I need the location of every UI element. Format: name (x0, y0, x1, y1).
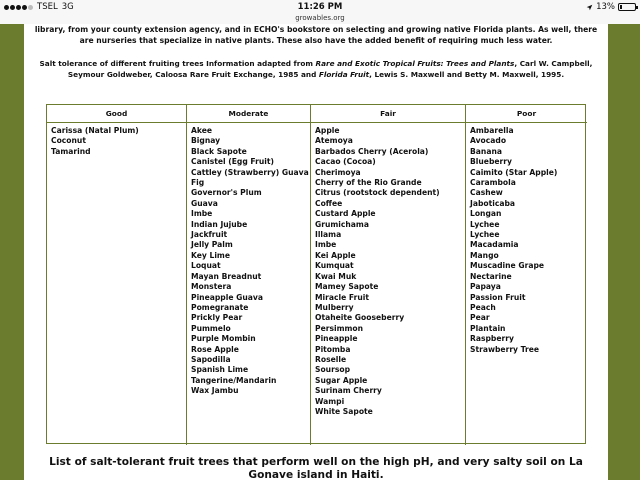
list-item: Akee (191, 126, 213, 135)
list-item: Tangerine/Mandarin (191, 375, 277, 385)
list-item: Imbe (191, 209, 213, 219)
column-moderate (187, 105, 311, 445)
column-header-moderate: Moderate (187, 105, 310, 123)
carrier-label: TSEL (37, 2, 58, 12)
list-item: Governor's Plum (191, 188, 262, 198)
battery-icon (618, 3, 636, 11)
list-item: Carambola (470, 178, 516, 188)
list-item: Mango (470, 250, 499, 260)
list-item: Jackfruit (191, 230, 228, 240)
list-item: Pineapple (315, 334, 358, 344)
list-item: Black Sapote (191, 146, 247, 156)
list-item: Cattley (Strawberry) Guava (191, 167, 309, 177)
list-item: Grumichama (315, 219, 369, 229)
list-item: Mulberry (315, 302, 354, 312)
list-item: Soursop (315, 365, 351, 375)
list-item: Macadamia (470, 240, 519, 250)
list-item: Imbe (315, 240, 337, 250)
list-item: Pomegranate (191, 302, 249, 312)
list-item: Illama (315, 230, 342, 240)
list-item: Custard Apple (315, 209, 376, 219)
list-item: Rose Apple (191, 344, 239, 354)
clock: 11:26 PM (297, 2, 343, 12)
list-item: Nectarine (470, 271, 512, 281)
column-good (47, 105, 187, 445)
battery-fill (620, 5, 622, 9)
list-item: Strawberry Tree (470, 344, 540, 354)
status-bar (0, 0, 640, 14)
list-item: Muscadine Grape (470, 261, 545, 271)
list-item: Pear (470, 313, 490, 323)
network-label: 3G (61, 2, 74, 12)
list-item: Wampi (315, 396, 345, 406)
list-item: Coffee (315, 198, 343, 208)
list-item: Prickly Pear (191, 313, 243, 323)
list-item: Avocado (470, 136, 507, 146)
list-item: Sapodilla (191, 354, 231, 364)
url-bar[interactable]: growables.org (0, 14, 640, 24)
list-item: Sugar Apple (315, 375, 368, 385)
list-item: Surinam Cherry (315, 386, 382, 396)
list-item: Longan (470, 209, 502, 219)
list-item: Kwai Muk (315, 271, 357, 281)
list-item: Pummelo (191, 323, 231, 333)
list-item: White Sapote (315, 406, 373, 416)
list-item: Atemoya (315, 136, 353, 146)
list-item: Kumquat (315, 261, 354, 271)
list-item: Persimmon (315, 323, 364, 333)
list-item: Fig (191, 178, 205, 188)
source-paragraph: Salt tolerance of different fruiting trees Information adapted from Rare and Exotic Tropical Fruits: Trees and Plants, Carl W. Campbell, Seymour Goldweber, Caloosa Rare Fruit Exchange, 1985 and Florida Fruit, Lewis S. Maxwell and Betty M. Maxwell, 1995. (39, 59, 593, 79)
list-item: Loquat (191, 261, 221, 271)
list-item: Mayan Breadnut (191, 271, 262, 281)
list-item: Apple (315, 126, 340, 135)
list-item: Cacao (Cocoa) (315, 157, 376, 167)
list-item: Canistel (Egg Fruit) (191, 157, 274, 167)
section-heading: List of salt-tolerant fruit trees that perform well on the high pH, and very salty soil on La Gonave island in Haiti. (49, 456, 583, 480)
list-item: Raspberry (470, 334, 514, 344)
list-item: Passion Fruit (470, 292, 526, 302)
list-item: Bignay (191, 136, 221, 146)
list-item: Indian Jujube (191, 219, 248, 229)
list-item: Cherimoya (315, 167, 361, 177)
list-item: Carissa (Natal Plum) (51, 126, 139, 135)
list-item: Miracle Fruit (315, 292, 370, 302)
list-item: Peach (470, 302, 496, 312)
list-item: Cashew (470, 188, 503, 198)
list-item: Caimito (Star Apple) (470, 167, 558, 177)
content-area[interactable] (24, 24, 608, 480)
list-item: Purple Mombin (191, 334, 256, 344)
column-header-poor: Poor (466, 105, 587, 123)
list-item: Wax Jambu (191, 386, 239, 396)
source-book-title-2: Florida Fruit (318, 70, 370, 79)
list-item: Lychee (470, 230, 500, 240)
location-arrow-icon (586, 4, 593, 11)
list-item: Barbados Cherry (Acerola) (315, 146, 429, 156)
list-item: Blueberry (470, 157, 512, 167)
list-item: Jelly Palm (191, 240, 233, 250)
battery-percent: 13% (596, 2, 615, 12)
list-item: Otaheite Gooseberry (315, 313, 405, 323)
column-header-good: Good (47, 105, 186, 123)
list-item: Guava (191, 198, 218, 208)
list-item: Papaya (470, 282, 501, 292)
list-item: Tamarind (51, 146, 91, 156)
salt-tolerance-table (46, 104, 586, 444)
intro-paragraph: library, from your county extension agency, and in ECHO's bookstore on selecting and growing native Florida plants. As well, there are nurseries that specialize in native plants. These also have the added benefit of requiring much less water. (34, 25, 598, 45)
column-fair (311, 105, 466, 445)
list-item: Citrus (rootstock dependent) (315, 188, 440, 198)
list-item: Mamey Sapote (315, 282, 379, 292)
list-item: Jaboticaba (470, 198, 516, 208)
list-item: Pitomba (315, 344, 351, 354)
list-item: Coconut (51, 136, 86, 146)
source-book-title: Rare and Exotic Tropical Fruits: Trees and Plants (315, 59, 515, 68)
list-item: Key Lime (191, 250, 230, 260)
list-item: Banana (470, 146, 502, 156)
column-poor (466, 105, 587, 445)
list-item: Ambarella (470, 126, 514, 135)
list-item: Kei Apple (315, 250, 356, 260)
list-item: Pineapple Guava (191, 292, 263, 302)
column-header-fair: Fair (311, 105, 465, 123)
page-frame (0, 24, 640, 480)
list-item: Cherry of the Rio Grande (315, 178, 422, 188)
list-item: Roselle (315, 354, 347, 364)
list-item: Plantain (470, 323, 506, 333)
status-bar-right (586, 2, 636, 12)
list-item: Monstera (191, 282, 232, 292)
list-item: Lychee (470, 219, 500, 229)
list-item: Spanish Lime (191, 365, 249, 375)
